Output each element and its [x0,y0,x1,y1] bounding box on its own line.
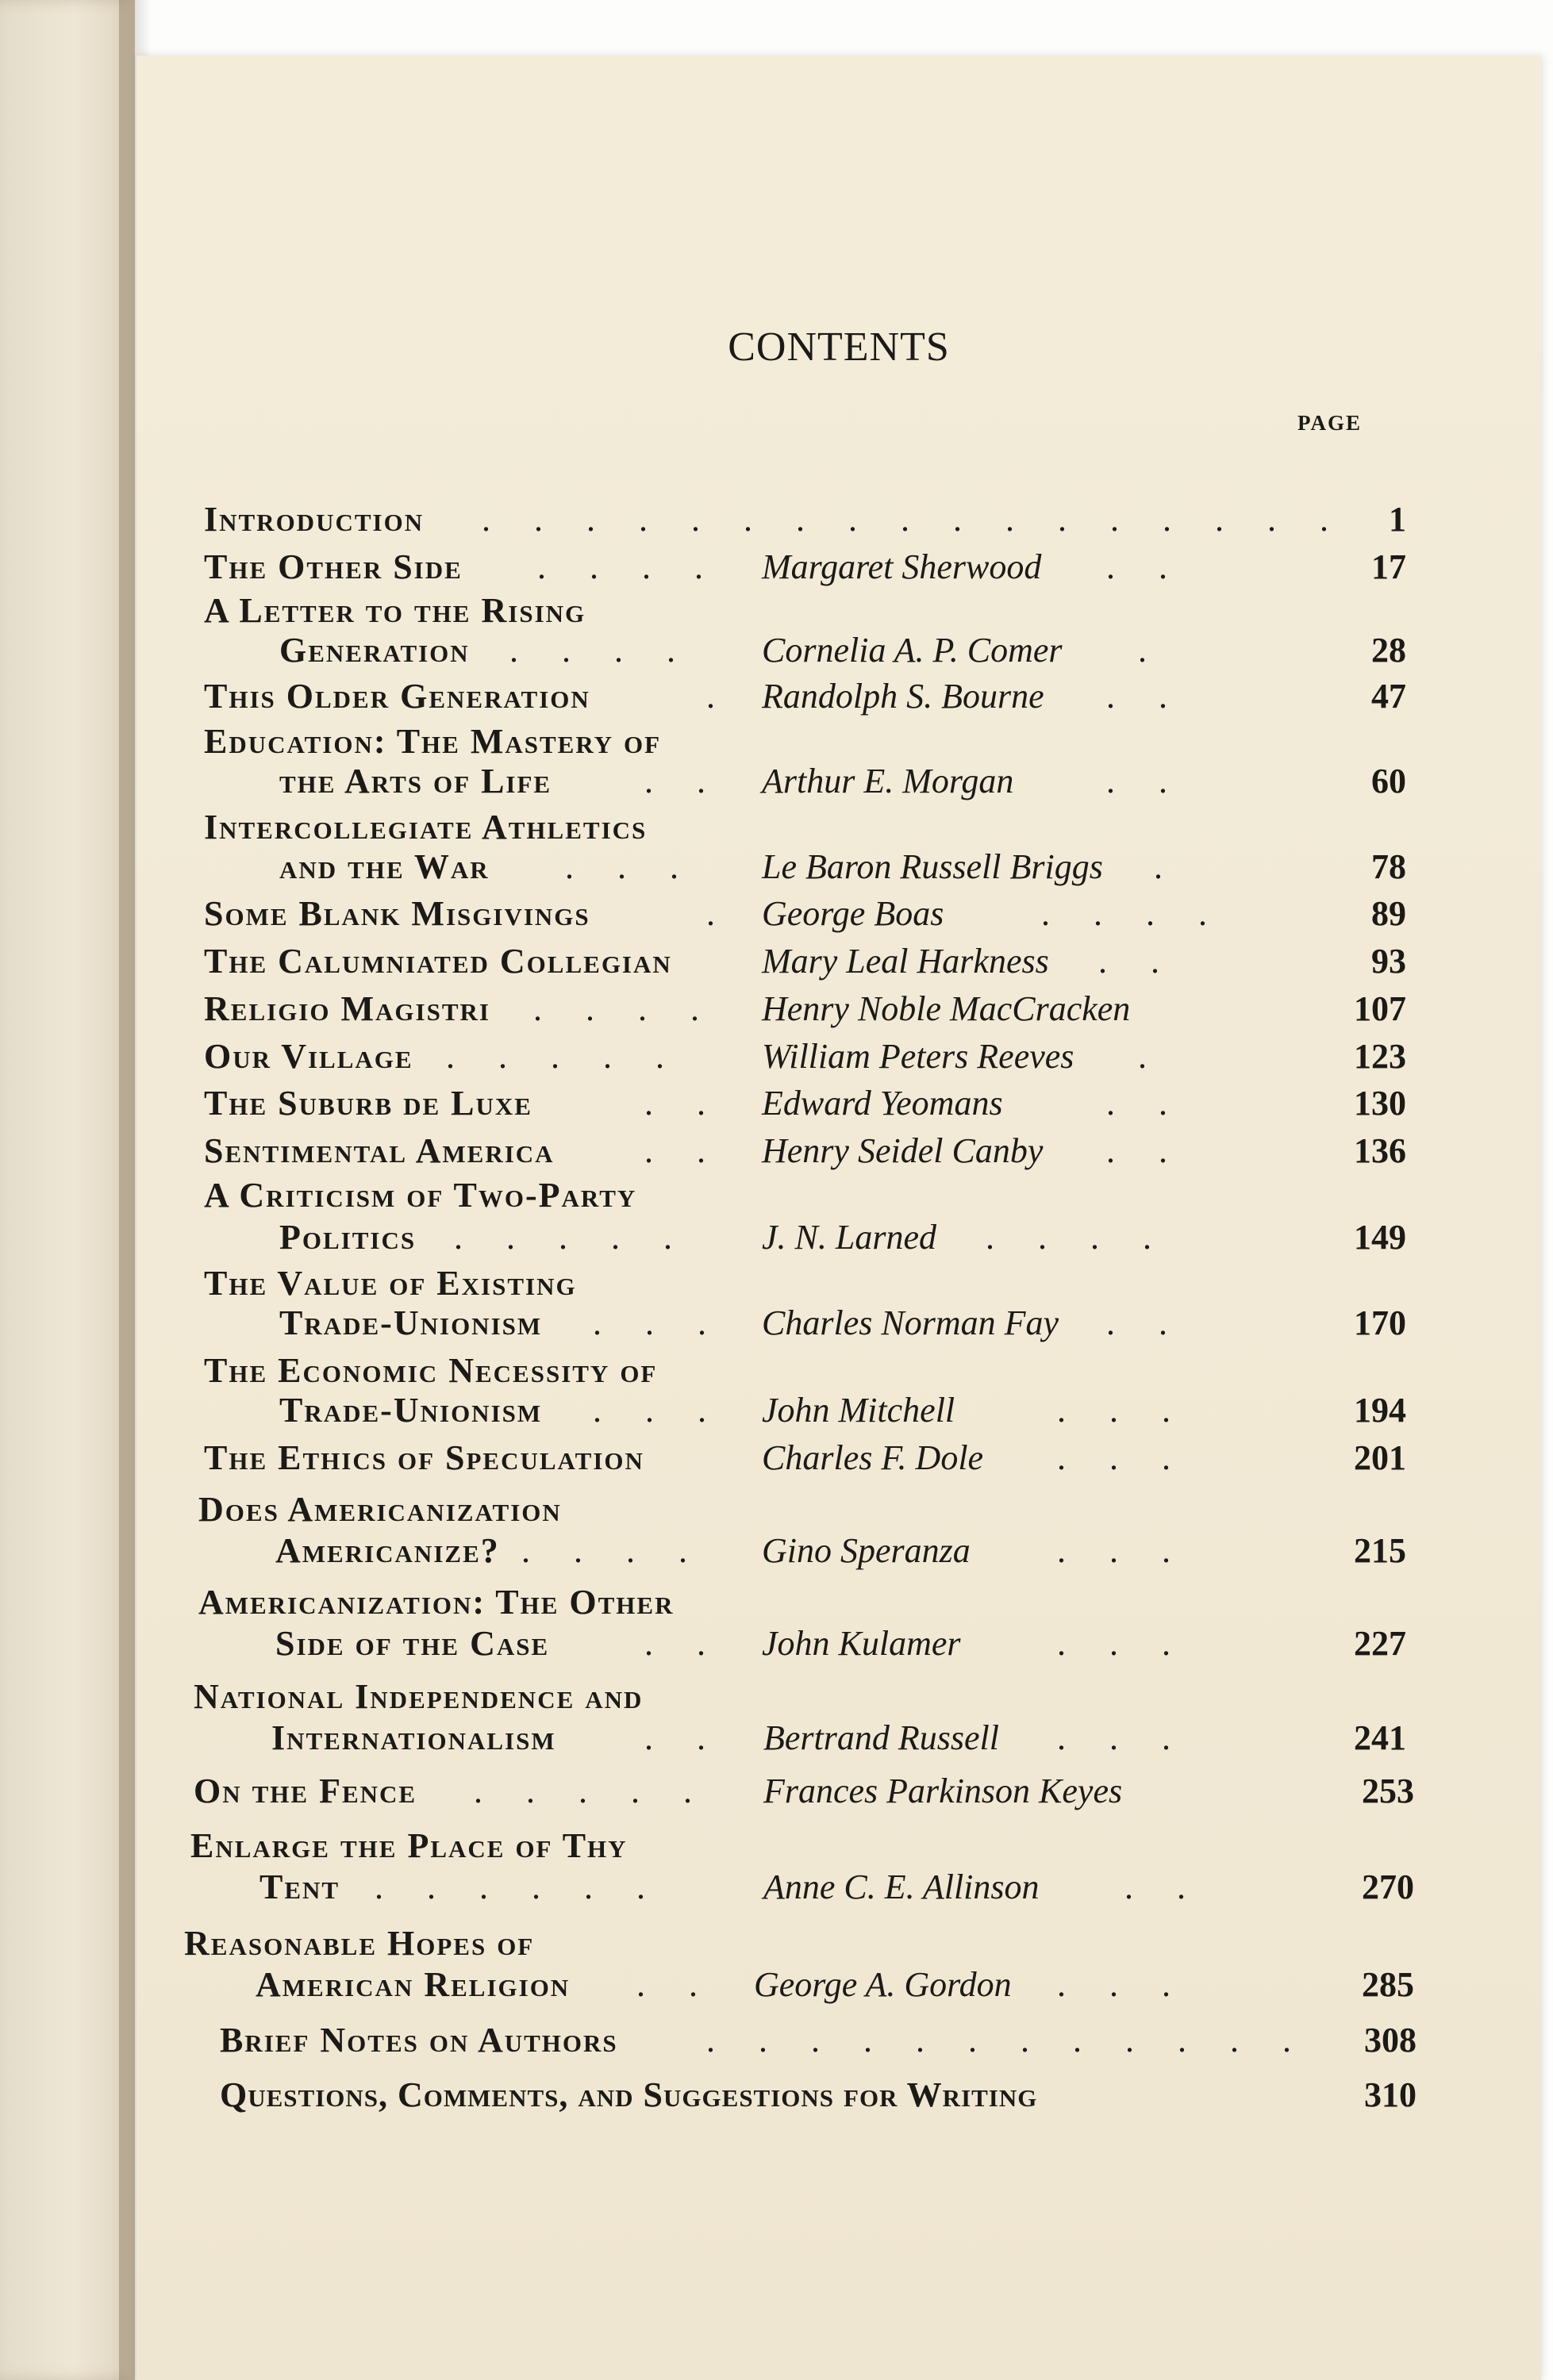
toc-page: 89 [1371,894,1406,933]
leader-dots: . . [1124,1868,1203,1906]
leader-dots: . . [644,1084,723,1123]
leader-dots: . . . . . [446,1037,682,1076]
toc-page: 201 [1354,1438,1406,1477]
toc-title: A Criticism of Two-Party [204,1176,637,1215]
toc-author: William Peters Reeves [762,1037,1074,1076]
toc-title: The Other Side [204,547,463,586]
toc-page: 270 [1362,1868,1414,1906]
leader-dots: . . . [1057,1965,1188,2004]
toc-author: Cornelia A. P. Comer [762,631,1063,670]
leader-dots: . . . . [986,1218,1169,1257]
toc-page: 28 [1371,631,1406,670]
toc-title: The Ethics of Speculation [204,1438,644,1477]
leader-dots: . . . [1057,1624,1188,1663]
toc-page: 227 [1354,1624,1406,1663]
toc-title: A Letter to the Rising [204,591,586,630]
leader-dots: . . . . [537,547,721,586]
toc-author: Edward Yeomans [762,1084,1003,1123]
leader-dots: . [706,677,732,716]
toc-title: Introduction [204,500,425,539]
leader-dots: . . . [1057,1531,1188,1570]
leader-dots: . . . . [533,989,717,1028]
toc-page: 136 [1354,1131,1406,1170]
leader-dots: . [706,894,732,933]
toc-page: 93 [1371,942,1406,981]
toc-author: Bertrand Russell [763,1718,999,1757]
leader-dots: . . [1106,1131,1185,1170]
toc-title: Does Americanization [198,1490,562,1529]
toc-page: 285 [1362,1965,1414,2004]
leader-dots: . . . [593,1303,724,1342]
toc-page: 78 [1371,847,1406,886]
leader-dots: . . . . . [474,1772,709,1810]
leader-dots: . . [1106,547,1185,586]
leader-dots: . [1154,847,1180,886]
toc-title: The Economic Necessity of [204,1351,658,1390]
toc-title-continued: Internationalism [271,1718,556,1757]
toc-title-continued: Trade-Unionism [279,1391,543,1430]
leader-dots: . . [1106,1303,1185,1342]
toc-title: This Older Generation [204,677,590,716]
toc-title-continued: American Religion [256,1965,571,2004]
toc-page: 170 [1354,1303,1406,1342]
toc-page: 107 [1354,989,1406,1028]
leader-dots: . . . . . . [375,1868,663,1906]
toc-page: 310 [1364,2075,1417,2114]
toc-author: Le Baron Russell Briggs [762,847,1103,886]
toc-author: Gino Speranza [762,1531,971,1570]
toc-title: Americanization: The Other [198,1583,675,1622]
leader-dots: . . [1098,942,1177,981]
toc-title: Our Village [204,1037,413,1076]
toc-title-continued: the Arts of Life [279,762,552,800]
toc-title-continued: Side of the Case [275,1624,550,1663]
leader-dots: . [1138,1037,1164,1076]
toc-author: Margaret Sherwood [762,547,1042,586]
toc-page: 130 [1354,1084,1406,1123]
toc-page: 241 [1354,1718,1406,1757]
leader-dots: . . [644,1131,723,1170]
toc-page: 17 [1371,547,1406,586]
leader-dots: . . . . . . . . . . . . . . . . . [482,500,1346,539]
toc-author: John Mitchell [762,1391,955,1430]
toc-title: National Independence and [194,1677,644,1716]
toc-title: Sentimental America [204,1131,555,1170]
toc-author: Henry Seidel Canby [762,1131,1044,1170]
toc-page: 194 [1354,1391,1406,1430]
toc-title: The Value of Existing [204,1264,577,1303]
leader-dots: . . [1106,677,1185,716]
toc-title-continued: Politics [279,1218,417,1257]
leader-dots: . . . [593,1391,724,1430]
toc-title-continued: Tent [259,1868,340,1906]
leader-dots: . . [1106,1084,1185,1123]
toc-author: Charles Norman Fay [762,1303,1059,1342]
leader-dots: . . . . . . . . . . . . [706,2021,1309,2059]
leader-dots: . . [1106,762,1185,800]
toc-title: Religio Magistri [204,989,490,1028]
leader-dots: . . [644,1624,723,1663]
toc-author: Randolph S. Bourne [762,677,1044,716]
toc-title-continued: Trade-Unionism [279,1303,543,1342]
toc-author: Frances Parkinson Keyes [763,1772,1123,1810]
leader-dots: . [1138,631,1164,670]
toc-author: Charles F. Dole [762,1438,984,1477]
leader-dots: . . [644,1718,723,1757]
contents-heading: CONTENTS [728,324,950,370]
toc-title: Questions, Comments, and Suggestions for Writing [220,2075,1038,2114]
page-column-label: PAGE [1297,411,1362,435]
toc-title: Some Blank Misgivings [204,894,590,933]
toc-author: Henry Noble MacCracken [762,989,1131,1028]
toc-author: John Kulamer [762,1624,961,1663]
toc-author: Mary Leal Harkness [762,942,1049,981]
toc-title: The Calumniated Collegian [204,942,672,981]
toc-page: 1 [1389,500,1406,539]
toc-author: J. N. Larned [762,1218,936,1257]
toc-page: 308 [1364,2021,1417,2059]
leader-dots: . . . [1057,1391,1188,1430]
toc-page: 215 [1354,1531,1406,1570]
toc-title-continued: Americanize? [275,1531,500,1570]
toc-page: 149 [1354,1218,1406,1257]
leader-dots: . . . . . [454,1218,690,1257]
toc-title: Enlarge the Place of Thy [190,1826,628,1865]
leader-dots: . . . . [509,631,693,670]
leader-dots: . . [636,1965,715,2004]
toc-title: Reasonable Hopes of [184,1924,535,1963]
toc-page: 47 [1371,677,1406,716]
leader-dots: . . . [1057,1718,1188,1757]
facing-page [0,0,135,2380]
toc-title-continued: Generation [279,631,470,670]
toc-author: Anne C. E. Allinson [763,1868,1040,1906]
toc-title-continued: and the War [279,847,490,886]
toc-title: Intercollegiate Athletics [204,808,648,846]
toc-title: Education: The Mastery of [204,722,662,761]
leader-dots: . . . . [1041,894,1224,933]
leader-dots: . . [644,762,723,800]
toc-author: George A. Gordon [754,1965,1012,2004]
toc-title: Brief Notes on Authors [220,2021,618,2059]
leader-dots: . . . [565,847,696,886]
toc-page: 253 [1362,1772,1414,1810]
leader-dots: . . . . [521,1531,705,1570]
toc-page: 123 [1354,1037,1406,1076]
toc-author: Arthur E. Morgan [762,762,1014,800]
toc-title: The Suburb de Luxe [204,1084,532,1123]
leader-dots: . . . [1057,1438,1188,1477]
contents-page [136,56,1541,2380]
toc-author: George Boas [762,894,944,933]
toc-page: 60 [1371,762,1406,800]
toc-title: On the Fence [194,1772,417,1810]
